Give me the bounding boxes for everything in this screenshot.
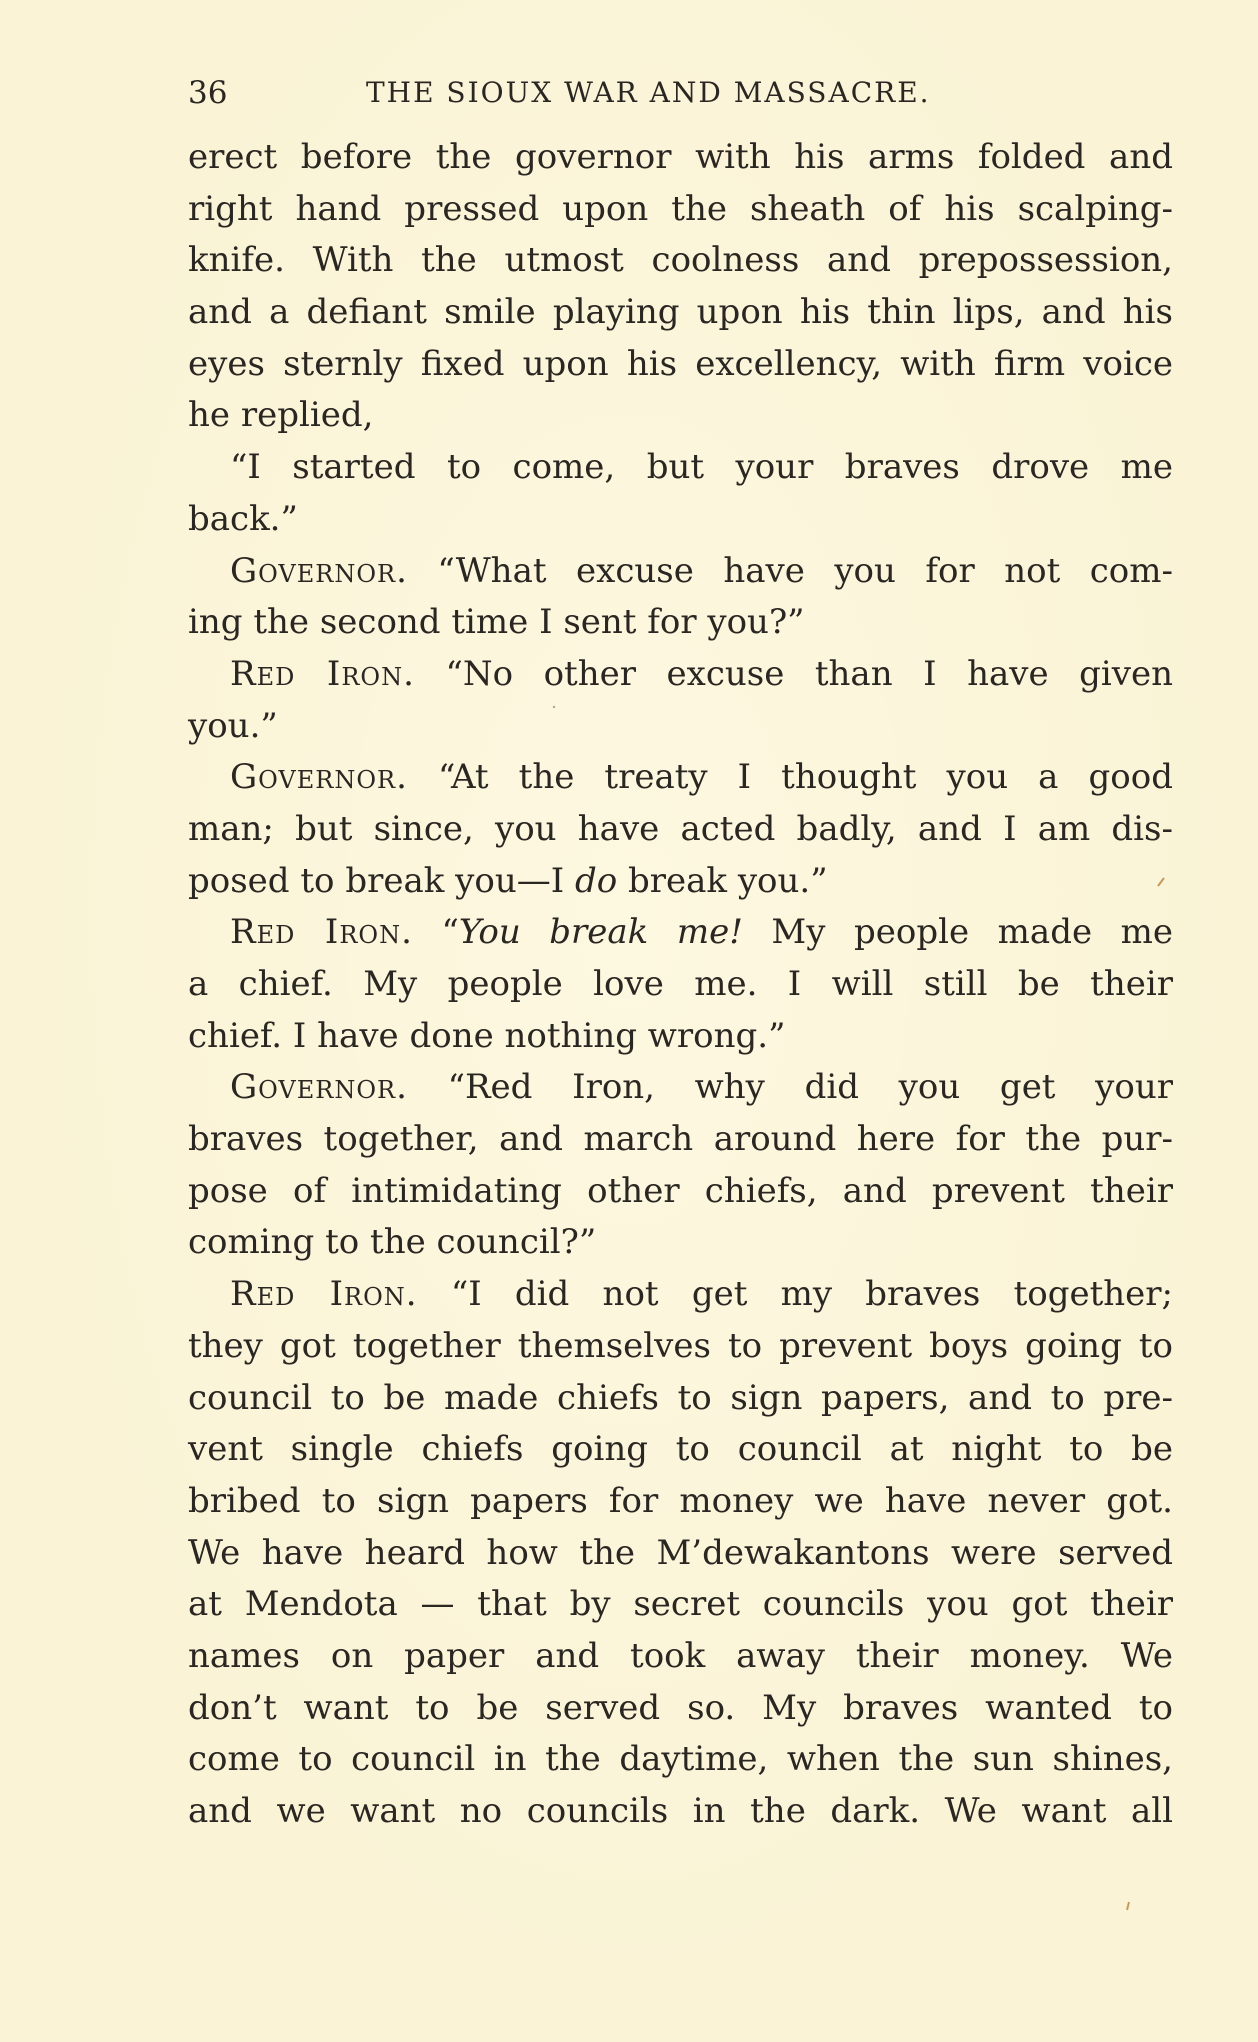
text-line: back.” [188, 498, 298, 539]
text-line: knife. With the utmost coolness and prepossession, [188, 240, 1173, 281]
speech-text: “I did not get my braves together; [450, 1274, 1174, 1315]
dialogue-line [188, 546, 1173, 598]
text-line: council to be made chiefs to sign papers, and to pre- [188, 1377, 1173, 1418]
page-number: 36 [188, 75, 228, 111]
speaker-name: Governor. [230, 1067, 408, 1108]
text-line: coming to the council?” [188, 1222, 597, 1263]
text-line: bribed to sign papers for money we have never got. [188, 1480, 1173, 1521]
text-line: vent single chiefs going to council at night to be [188, 1429, 1173, 1470]
text-line: pose of intimidating other chiefs, and prevent their [188, 1170, 1173, 1211]
dialogue-line [188, 752, 1173, 804]
speaker-name: Governor. [230, 550, 408, 591]
text-line: at Mendota — that by secret councils you got their [188, 1584, 1173, 1625]
dialogue-line [188, 1062, 1173, 1114]
speaker-name: Red Iron. [230, 1274, 418, 1315]
text-line: names on paper and took away their money. We [188, 1635, 1173, 1676]
text-line: you.” [188, 705, 278, 746]
text-line: We have heard how the M’dewakantons were served [188, 1532, 1173, 1573]
text-line [188, 856, 1173, 908]
speech-text: “Red Iron, why did you get your [447, 1067, 1173, 1108]
text-line: erect before the governor with his arms folded and [188, 137, 1173, 177]
speech-text: My people made me [742, 912, 1173, 953]
speaker-name: Red Iron. [230, 912, 413, 953]
ink-mark [1127, 1902, 1129, 1910]
running-title: THE SIOUX WAR AND MASSACRE. [366, 76, 931, 109]
text-line: man; but since, you have acted badly, and I am dis- [188, 808, 1173, 849]
speech-text: “No other excuse than I have given [445, 653, 1173, 694]
text-line: braves together, and march around here for the pur- [188, 1119, 1173, 1160]
text-line: don’t want to be served so. My braves wanted to [188, 1687, 1173, 1728]
text-line: he replied, [188, 395, 374, 436]
italic-emphasis: do [574, 860, 618, 901]
text-line: “I started to come, but your braves drove me [230, 447, 1173, 488]
text-line: and a defiant smile playing upon his thin lips, and his [188, 292, 1173, 333]
text-line: eyes sternly fixed upon his excellency, with firm voice [188, 343, 1173, 384]
speaker-name: Governor. [230, 757, 408, 798]
body-text [188, 132, 1173, 1838]
text-fragment: posed to break you—I [188, 860, 575, 901]
dialogue-line [188, 907, 1173, 959]
speech-text: “What excuse have you for not com- [437, 550, 1174, 591]
text-line: come to council in the daytime, when the sun shines, [188, 1739, 1173, 1780]
speaker-name: Red Iron. [230, 653, 415, 694]
dialogue-line [188, 649, 1173, 701]
dialogue-line [188, 1269, 1173, 1321]
text-fragment: break you.” [617, 860, 828, 901]
text-line: right hand pressed upon the sheath of his scalping- [188, 188, 1173, 229]
text-line: and we want no councils in the dark. We want all [188, 1791, 1173, 1831]
text-line: a chief. My people love me. I will still be their [188, 964, 1173, 1004]
open-quote: “ [441, 912, 459, 953]
text-line: chief. I have done nothing wrong.” [188, 1015, 786, 1056]
italic-emphasis: You break me! [458, 912, 743, 953]
text-line: ing the second time I sent for you?” [188, 602, 805, 643]
speech-text: “At the treaty I thought you a good [437, 757, 1173, 798]
running-head [188, 68, 1173, 118]
text-line: they got together themselves to prevent boys going to [188, 1325, 1173, 1366]
